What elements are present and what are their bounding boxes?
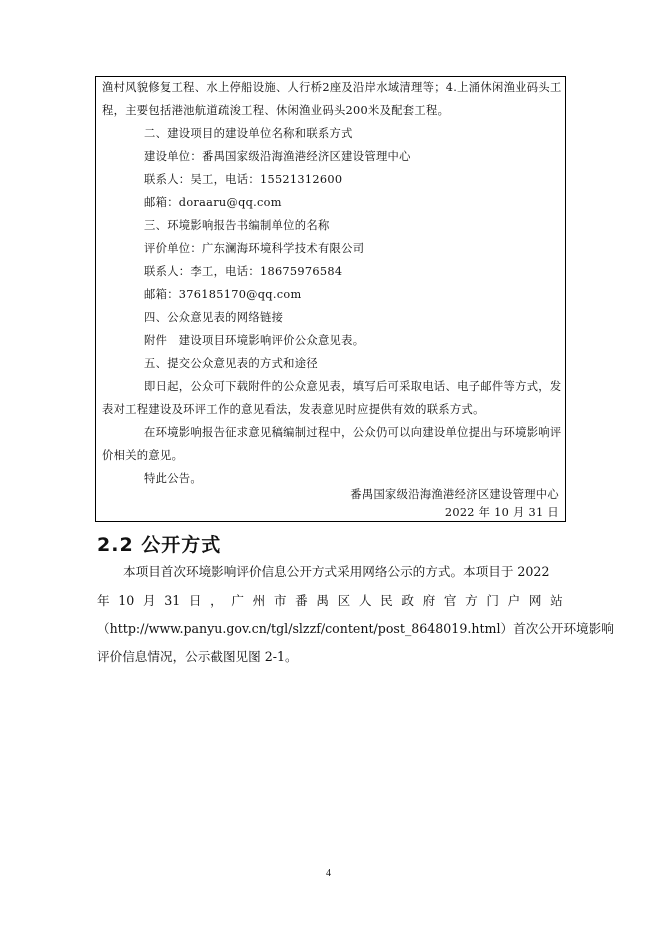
- spread-token: 门: [486, 593, 499, 608]
- construction-unit: 建设单位：番禺国家级沿海渔港经济区建设管理中心: [144, 150, 411, 163]
- spread-token: 人: [358, 593, 372, 608]
- evaluation-contact: 联系人：李工，电话：18675976584: [144, 265, 343, 278]
- submission-text: 表对工程建设及环评工作的意见看法，发表意见时应提供有效的联系方式。: [102, 403, 485, 416]
- notice-subheading-submission: 五、提交公众意见表的方式和途径: [144, 357, 318, 370]
- spread-token: 市: [273, 593, 287, 608]
- spread-token: 官: [443, 593, 457, 608]
- spread-token: 年: [97, 593, 110, 608]
- spread-token: 网: [528, 593, 542, 608]
- spread-token: 州: [252, 593, 266, 608]
- additional-comment-text: 在环境影响报告征求意见稿编制过程中，公众仍可以向建设单位提出与环境影响评: [144, 426, 562, 439]
- notice-text-line: 程，主要包括港池航道疏浚工程、休闲渔业码头200米及配套工程。: [102, 104, 450, 117]
- spread-token: 区: [337, 593, 351, 608]
- evaluation-email: 邮箱：376185170@qq.com: [144, 288, 302, 301]
- paragraph-line-spread: [97, 592, 563, 610]
- evaluation-unit: 评价单位：广东澜海环境科学技术有限公司: [144, 242, 365, 255]
- notice-subheading-link: 四、公众意见表的网络链接: [144, 311, 284, 324]
- spread-token: 府: [422, 593, 436, 608]
- signature-date: 2022 年 10 月 31 日: [444, 506, 559, 519]
- spread-token: 番: [295, 593, 308, 608]
- spread-token: 广: [231, 593, 244, 608]
- attachment-line: 附件 建设项目环境影响评价公众意见表。: [144, 334, 365, 347]
- submission-text: 即日起，公众可下载附件的公众意见表，填写后可采取电话、电子邮件等方式，发: [144, 380, 562, 393]
- paragraph-line: 评价信息情况，公示截图见图 2-1。: [97, 649, 298, 664]
- spread-token: 日: [188, 593, 202, 608]
- spread-token: 政: [401, 593, 414, 608]
- page-number: 4: [326, 868, 331, 879]
- spread-token: 民: [380, 593, 393, 608]
- spread-token: 10: [118, 593, 135, 608]
- construction-contact: 联系人：吴工，电话：15521312600: [144, 173, 343, 186]
- additional-comment-text: 价相关的意见。: [102, 449, 184, 462]
- signature-organization: 番禺国家级沿海渔港经济区建设管理中心: [350, 488, 559, 501]
- spread-token: 户: [507, 593, 521, 608]
- notice-text-line: 渔村风貌修复工程、水上停船设施、人行桥2座及沿岸水域清理等；4.上涌休闲渔业码头工: [102, 81, 562, 94]
- construction-email: 邮箱：doraaru@qq.com: [144, 196, 282, 209]
- notice-subheading-contact: 二、建设项目的建设单位名称和联系方式: [144, 127, 353, 140]
- paragraph-line-url: （http://www.panyu.gov.cn/tgl/slzzf/content/post_8648019.html）首次公开环境影响: [97, 621, 614, 636]
- spread-token: 月: [142, 593, 156, 608]
- public-notice-box: [95, 76, 566, 522]
- paragraph-line: 本项目首次环境影响评价信息公开方式采用网络公示的方式。本项目于 2022: [123, 564, 550, 579]
- closing-text: 特此公告。: [144, 472, 202, 485]
- spread-token: 禺: [316, 593, 329, 608]
- notice-subheading-evaluator: 三、环境影响报告书编制单位的名称: [144, 219, 330, 232]
- spread-token: 站: [550, 593, 563, 608]
- section-heading: 2.2 公开方式: [97, 534, 222, 556]
- spread-token: ，: [210, 593, 223, 608]
- spread-token: 31: [164, 593, 181, 608]
- spread-token: 方: [465, 593, 478, 608]
